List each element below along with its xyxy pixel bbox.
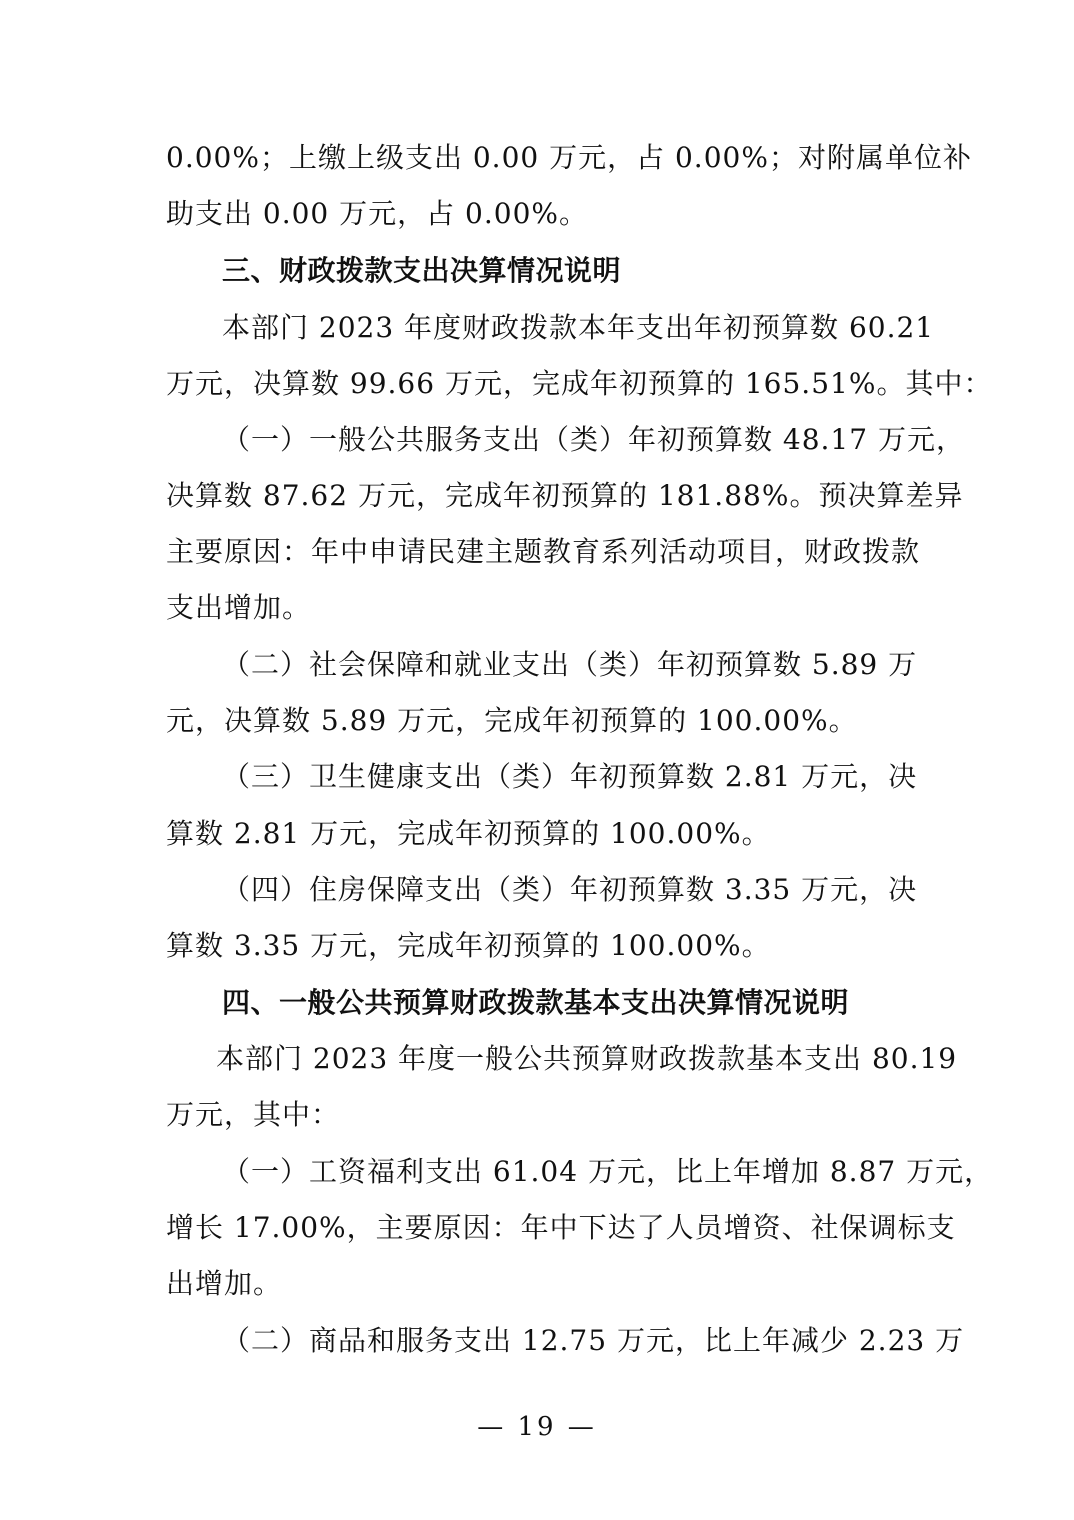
body-line: （三）卫生健康支出（类）年初预算数 2.81 万元，决 bbox=[222, 760, 918, 793]
body-line: 万元，决算数 99.66 万元，完成年初预算的 165.51%。其中： bbox=[166, 367, 993, 400]
body-line: 万元，其中： bbox=[166, 1098, 341, 1131]
body-line: （一）工资福利支出 61.04 万元，比上年增加 8.87 万元， bbox=[222, 1155, 994, 1188]
body-line: 元，决算数 5.89 万元，完成年初预算的 100.00%。 bbox=[166, 704, 858, 737]
body-line: 本部门 2023 年度财政拨款本年支出年初预算数 60.21 bbox=[222, 311, 935, 344]
body-line: 出增加。 bbox=[166, 1267, 283, 1300]
body-line: 助支出 0.00 万元，占 0.00%。 bbox=[166, 197, 588, 230]
body-line: （二）商品和服务支出 12.75 万元，比上年减少 2.23 万 bbox=[222, 1324, 965, 1357]
body-line: （四）住房保障支出（类）年初预算数 3.35 万元，决 bbox=[222, 873, 918, 906]
body-line: 增长 17.00%，主要原因：年中下达了人员增资、社保调标支 bbox=[166, 1211, 956, 1244]
body-line: 算数 2.81 万元，完成年初预算的 100.00%。 bbox=[166, 817, 771, 850]
body-line: 本部门 2023 年度一般公共预算财政拨款基本支出 80.19 bbox=[216, 1042, 958, 1075]
section-heading: 三、财政拨款支出决算情况说明 bbox=[222, 254, 622, 287]
section-heading: 四、一般公共预算财政拨款基本支出决算情况说明 bbox=[222, 986, 850, 1019]
body-line: 主要原因：年中申请民建主题教育系列活动项目，财政拨款 bbox=[166, 535, 921, 568]
body-line: 决算数 87.62 万元，完成年初预算的 181.88%。预决算差异 bbox=[166, 479, 964, 512]
body-line: 算数 3.35 万元，完成年初预算的 100.00%。 bbox=[166, 929, 771, 962]
body-line: 0.00%；上缴上级支出 0.00 万元，占 0.00%；对附属单位补 bbox=[166, 141, 972, 174]
body-line: （一）一般公共服务支出（类）年初预算数 48.17 万元， bbox=[222, 423, 965, 456]
page-number: — 19 — bbox=[477, 1412, 597, 1442]
body-line: 支出增加。 bbox=[166, 591, 312, 624]
body-line: （二）社会保障和就业支出（类）年初预算数 5.89 万 bbox=[222, 648, 918, 681]
